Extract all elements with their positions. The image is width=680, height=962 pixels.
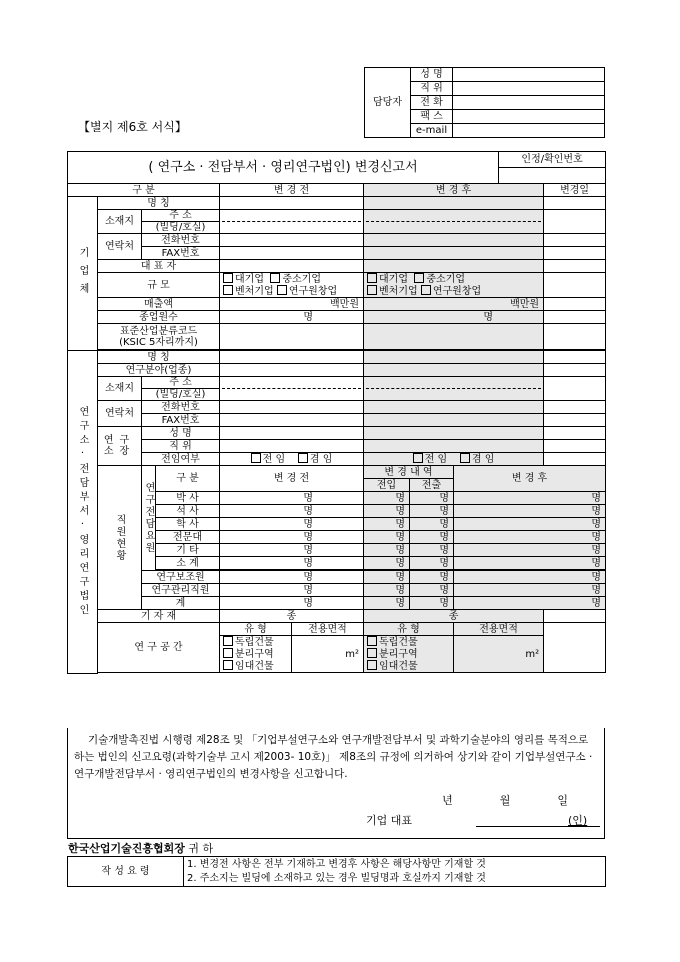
staff-row-before[interactable]: 명 (220, 518, 364, 531)
staff-status-label: 직원현황 (98, 466, 142, 610)
company-scale-after: 대기업 중소기업 벤처기업 연구원창업 (364, 273, 544, 298)
lab-name-label: 명 칭 (98, 351, 220, 364)
lab-head-position-label: 직 위 (142, 440, 220, 453)
equipment-before[interactable]: 종 (220, 610, 364, 623)
checkbox-rented-before[interactable] (223, 660, 233, 670)
lab-head-name-label: 성 명 (142, 427, 220, 440)
company-phone-after[interactable] (364, 234, 544, 247)
total-staff-after[interactable]: 명 (454, 597, 606, 610)
equipment-label: 기 자 재 (98, 610, 220, 623)
main-form (67, 151, 606, 674)
support-staff-out[interactable]: 명 (410, 571, 454, 584)
staff-row-in[interactable]: 명 (364, 505, 410, 518)
instructions-label: 작 성 요 령 (68, 857, 184, 887)
company-industry-code-label: 표준산업분류코드 (KSIC 5자리까지) (98, 324, 220, 350)
lab-phone-label: 전화번호 (142, 401, 220, 414)
contact-field-name: 성 명 (411, 68, 453, 82)
staff-row-before[interactable]: 명 (220, 557, 364, 570)
staff-row-before[interactable]: 명 (220, 492, 364, 505)
col-category: 구 분 (68, 184, 220, 197)
space-area-before[interactable]: m² (292, 636, 364, 673)
form-label: 【별지 제6호 서식】 (78, 120, 187, 134)
support-staff-before[interactable]: 명 (220, 571, 364, 584)
form-title: ( 연구소 · 전담부서 · 영리연구법인) 변경신고서 (68, 152, 499, 184)
lab-transfer-before: 전 임 겸 임 (220, 453, 364, 466)
checkbox-separate-after[interactable] (367, 648, 377, 658)
company-fax-date[interactable] (544, 247, 606, 260)
lab-field-before[interactable] (220, 364, 364, 377)
admin-staff-out[interactable]: 명 (410, 584, 454, 597)
contact-field-phone: 전 화 (411, 96, 453, 110)
recipient-suffix: 귀 하 (188, 842, 214, 855)
checkbox-sme-after[interactable] (414, 273, 424, 283)
company-scale-date[interactable] (544, 273, 606, 298)
staff-row-label: 소 계 (156, 557, 220, 570)
checkbox-separate-before[interactable] (223, 648, 233, 658)
company-address-after[interactable] (364, 210, 544, 234)
checkbox-fulltime-before[interactable] (251, 453, 261, 463)
staff-row-before[interactable]: 명 (220, 544, 364, 557)
recipient-name: 한국산업기술진흥협회장 (68, 842, 185, 855)
seal-mark: (인) (568, 814, 588, 827)
company-fax-label: FAX번호 (142, 247, 220, 260)
staff-row-out[interactable]: 명 (410, 557, 454, 570)
lab-head-name-after[interactable] (364, 427, 544, 440)
instructions-items (184, 857, 606, 887)
lab-phone-date[interactable] (544, 401, 606, 414)
lab-head-position-after[interactable] (364, 440, 544, 453)
staff-after-header: 변 경 후 (454, 466, 606, 492)
space-type-after: 독립건물 분리구역 임대건물 (364, 636, 454, 673)
admin-staff-after[interactable]: 명 (454, 584, 606, 597)
lab-name-before[interactable] (220, 351, 364, 364)
researchers-label: 연구전담요원 (142, 466, 156, 571)
recipient (68, 840, 213, 856)
lab-name-after[interactable] (364, 351, 544, 364)
instructions-table (67, 856, 606, 887)
col-after: 변 경 후 (364, 184, 544, 197)
confirm-number-value[interactable] (499, 168, 606, 184)
contact-title: 담당자 (365, 68, 411, 138)
staff-row-before[interactable]: 명 (220, 531, 364, 544)
company-industry-code-after[interactable] (364, 324, 544, 350)
staff-row-label: 학 사 (156, 518, 220, 531)
company-name-label: 명 칭 (98, 197, 220, 210)
company-name-after[interactable] (364, 197, 544, 210)
lab-head-name-before[interactable] (220, 427, 364, 440)
company-scale-before: 대기업 중소기업 벤처기업 연구원창업 (220, 273, 364, 298)
checkbox-dual-before[interactable] (298, 453, 308, 463)
checkbox-sme-before[interactable] (270, 273, 280, 283)
staff-row-label: 기 타 (156, 544, 220, 557)
company-name-before[interactable] (220, 197, 364, 210)
col-before: 변 경 전 (220, 184, 364, 197)
lab-section: 연구소·전담부서·영리연구법인 (68, 351, 98, 674)
contact-value-email[interactable] (453, 124, 605, 138)
space-date[interactable] (544, 623, 606, 673)
instruction-item: 1. 변경전 사항은 전부 기재하고 변경후 사항은 해당사항만 기재할 것 (187, 858, 486, 870)
date-line: 년 월 일 (442, 794, 568, 807)
lab-field-date[interactable] (544, 364, 606, 377)
support-staff-label: 연구보조원 (142, 571, 220, 584)
staff-row-label: 박 사 (156, 492, 220, 505)
staff-row-after[interactable]: 명 (454, 531, 606, 544)
confirm-number-label: 인정/확인번호 (499, 152, 606, 168)
company-rep-date[interactable] (544, 260, 606, 273)
company-rep-after[interactable] (364, 260, 544, 273)
lab-head-label: 연구소장 (98, 427, 142, 466)
equipment-date[interactable] (544, 610, 606, 623)
contact-value-phone[interactable] (453, 96, 605, 110)
lab-address-after[interactable] (364, 377, 544, 401)
total-staff-in[interactable]: 명 (364, 597, 410, 610)
admin-staff-label: 연구관리직원 (142, 584, 220, 597)
contact-field-position: 직 위 (411, 82, 453, 96)
lab-address-label: 주 소 (142, 377, 220, 389)
space-label: 연 구 공 간 (98, 623, 220, 673)
staff-row-label: 석 사 (156, 505, 220, 518)
company-employees-date[interactable] (544, 311, 606, 324)
staff-row-before[interactable]: 명 (220, 505, 364, 518)
staff-row-in[interactable]: 명 (364, 531, 410, 544)
checkbox-fulltime-after[interactable] (413, 453, 423, 463)
contact-value-fax[interactable] (453, 110, 605, 124)
staff-row-in[interactable]: 명 (364, 518, 410, 531)
lab-transfer-date[interactable] (544, 453, 606, 466)
total-staff-label: 계 (142, 597, 220, 610)
change-out-header: 전출 (410, 479, 454, 492)
change-in-header: 전입 (364, 479, 410, 492)
lab-fax-before[interactable] (220, 414, 364, 427)
lab-transfer-label: 전임여부 (142, 453, 220, 466)
lab-fax-label: FAX번호 (142, 414, 220, 427)
lab-phone-before[interactable] (220, 401, 364, 414)
admin-staff-in[interactable]: 명 (364, 584, 410, 597)
lab-address-before[interactable] (220, 377, 364, 401)
company-address-label: 주 소 (142, 210, 220, 222)
lab-name-date[interactable] (544, 351, 606, 364)
lab-address-date[interactable] (544, 377, 606, 401)
declaration-text: 기술개발촉진법 시행령 제28조 및 「기업부설연구소와 연구개발전담부서 및 과학기술분야의 영리를 목적으로 하는 법인의 신고요령(과학기술부 고시 제2003- 10호)」 제8조의 규정에 의거하여 상기와 같이 기업부설연구소 · 연구개발전담부서 · 영리연구법인의 변경사항을 신고합니다. (74, 734, 593, 780)
company-sales-date[interactable] (544, 298, 606, 311)
staff-row-label: 전문대 (156, 531, 220, 544)
lab-contact-label: 연락처 (98, 401, 142, 427)
company-industry-code-date[interactable] (544, 324, 606, 350)
staff-row-out[interactable]: 명 (410, 531, 454, 544)
contact-box (364, 67, 605, 138)
checkbox-venture-before[interactable] (223, 285, 233, 295)
lab-fax-date[interactable] (544, 414, 606, 427)
company-section: 기업체 (68, 197, 98, 351)
space-area-after[interactable]: m² (454, 636, 544, 673)
support-staff-after[interactable]: 명 (454, 571, 606, 584)
company-sales-before[interactable]: 백만원 (220, 298, 364, 311)
lab-field-label: 연구분야(업종) (98, 364, 220, 377)
company-sales-after[interactable]: 백만원 (364, 298, 544, 311)
space-type-header-before: 유 형 (220, 623, 292, 636)
support-staff-in[interactable]: 명 (364, 571, 410, 584)
space-area-header-before: 전용면적 (292, 623, 364, 636)
company-scale-label: 규 모 (98, 273, 220, 298)
checkbox-large-after[interactable] (367, 273, 377, 283)
checkbox-rented-after[interactable] (367, 660, 377, 670)
company-employees-after[interactable]: 명 (364, 311, 544, 324)
instruction-item: 2. 주소지는 빌딩에 소재하고 있는 경우 빌딩명과 호실까지 기재할 것 (187, 872, 486, 884)
lab-head-position-before[interactable] (220, 440, 364, 453)
company-address-before[interactable] (220, 210, 364, 234)
company-phone-before[interactable] (220, 234, 364, 247)
staff-row-in[interactable]: 명 (364, 492, 410, 505)
company-sales-label: 매출액 (98, 298, 220, 311)
lab-transfer-after: 전 임 겸 임 (364, 453, 544, 466)
total-staff-out[interactable]: 명 (410, 597, 454, 610)
declaration-box (67, 728, 605, 839)
company-address-sub: (빌딩/호실) (142, 222, 220, 234)
staff-row-after[interactable]: 명 (454, 544, 606, 557)
contact-field-fax: 팩 스 (411, 110, 453, 124)
col-date: 변경일 (544, 184, 606, 197)
contact-value-name[interactable] (453, 68, 605, 82)
checkbox-dual-after[interactable] (460, 453, 470, 463)
lab-field-after[interactable] (364, 364, 544, 377)
staff-row-after[interactable]: 명 (454, 505, 606, 518)
staff-cat-header: 구 분 (156, 466, 220, 492)
lab-location-label: 소재지 (98, 377, 142, 401)
company-rep-label: 대 표 자 (98, 260, 220, 273)
staff-row-after[interactable]: 명 (454, 557, 606, 570)
staff-row-in[interactable]: 명 (364, 557, 410, 570)
staff-row-out[interactable]: 명 (410, 544, 454, 557)
staff-row-out[interactable]: 명 (410, 505, 454, 518)
lab-fax-after[interactable] (364, 414, 544, 427)
total-staff-before[interactable]: 명 (220, 597, 364, 610)
company-phone-label: 전화번호 (142, 234, 220, 247)
lab-address-sub: (빌딩/호실) (142, 389, 220, 401)
checkbox-startup-after[interactable] (421, 285, 431, 295)
staff-row-in[interactable]: 명 (364, 544, 410, 557)
staff-row-after[interactable]: 명 (454, 492, 606, 505)
company-contact-label: 연락처 (98, 234, 142, 260)
checkbox-independent-before[interactable] (223, 636, 233, 646)
company-rep-before[interactable] (220, 260, 364, 273)
checkbox-startup-before[interactable] (277, 285, 287, 295)
equipment-after[interactable]: 종 (364, 610, 544, 623)
checkbox-venture-after[interactable] (367, 285, 377, 295)
space-type-before: 독립건물 분리구역 임대건물 (220, 636, 292, 673)
signer-label: 기업 대표 (366, 814, 413, 827)
company-fax-before[interactable] (220, 247, 364, 260)
company-employees-label: 종업원수 (98, 311, 220, 324)
admin-staff-before[interactable]: 명 (220, 584, 364, 597)
staff-row-out[interactable]: 명 (410, 492, 454, 505)
company-location-label: 소재지 (98, 210, 142, 234)
company-fax-after[interactable] (364, 247, 544, 260)
lab-head-position-date[interactable] (544, 440, 606, 453)
change-detail-header: 변 경 내 역 (364, 466, 454, 479)
company-address-date[interactable] (544, 210, 606, 234)
staff-row-after[interactable]: 명 (454, 518, 606, 531)
company-name-date[interactable] (544, 197, 606, 210)
space-area-header-after: 전용면적 (454, 623, 544, 636)
company-employees-before[interactable]: 명 (220, 311, 364, 324)
checkbox-independent-after[interactable] (367, 636, 377, 646)
contact-value-position[interactable] (453, 82, 605, 96)
lab-phone-after[interactable] (364, 401, 544, 414)
contact-field-email: e-mail (411, 124, 453, 138)
company-industry-code-before[interactable] (220, 324, 364, 350)
company-phone-date[interactable] (544, 234, 606, 247)
space-type-header-after: 유 형 (364, 623, 454, 636)
checkbox-large-before[interactable] (223, 273, 233, 283)
staff-row-out[interactable]: 명 (410, 518, 454, 531)
lab-head-name-date[interactable] (544, 427, 606, 440)
staff-before-header: 변 경 전 (220, 466, 364, 492)
